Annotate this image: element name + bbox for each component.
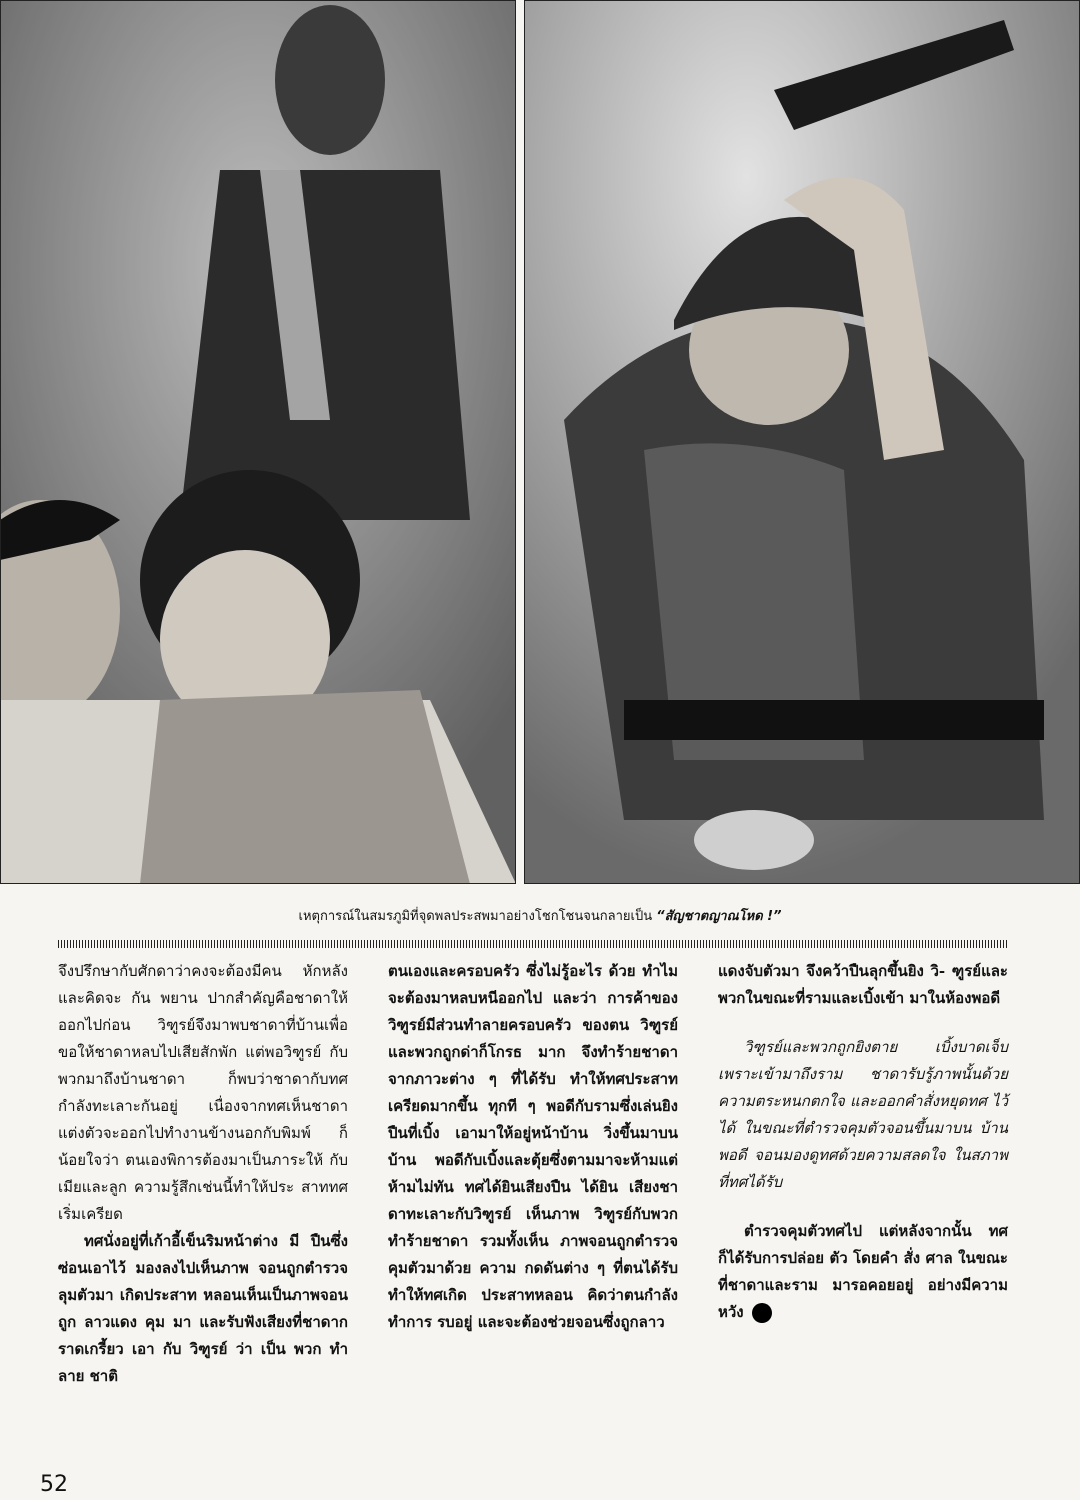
article-column-2 (388, 958, 678, 1336)
end-bullet-icon (752, 1303, 772, 1323)
paragraph: ตนเองและครอบครัว ซึ่งไม่รู้อะไร ด้วย ทำไมจะต้องมาหลบหนีออกไป และว่า การค้าของวิฑูรย์มีส่วนทำลายครอบครัว ของตน วิฑูรย์และพวกถูกด่าก็โกรธ มาก จึงทำร้ายชาดา จากภาวะต่าง ๆ ที่ได้รับ ทำให้ทศประสาทเครียดมากขึ้น ทุกที ๆ พอดีกับรามซึ่งเล่นยิงปืนที่เบิ้ง เอามาให้อยู่หน้าบ้าน วิ่งขึ้นมาบนบ้าน พอดีกับเบิ้งและตุ้ยซึ่งตามมาจะห้ามแต่ ห้ามไม่ทัน ทศได้ยินเสียงปืน ได้ยิน เสียงชาดาทะเลาะกับวิฑูรย์ เห็นภาพ วิฑูรย์กับพวกทำร้ายชาดา รวมทั้งเห็น ภาพจอนถูกตำรวจคุมตัวมาด้วย ความ กดดันต่าง ๆ ที่ตนได้รับทำให้ทศเกิด ประสาทหลอน คิดว่าตนกำลังทำการ รบอยู่ และจะต้องช่วยจอนซึ่งถูกลาว (388, 962, 678, 1331)
photo-left-soldiers-seated (0, 0, 516, 884)
paragraph: ทศนั่งอยู่ที่เก้าอี้เข็นริมหน้าต่าง มี ปืนซึ่งซ่อนเอาไว้ มองลงไปเห็นภาพ จอนถูกตำรวจลุมตัวมา เกิดประสาท หลอนเห็นเป็นภาพจอนถูก ลาวแดง คุม มา และรับฟังเสียงที่ชาดากราดเกรี้ยว เอา กับ วิฑูรย์ ว่า เป็น พวก ทำ ลาย ชาติ (58, 1232, 348, 1385)
photo-caption (0, 905, 1080, 926)
paragraph: แดงจับตัวมา จึงคว้าปืนลุกขึ้นยิง วิ- ฑูรย์และพวกในขณะที่รามและเบิ้งเข้า มาในห้องพอดี (718, 962, 1008, 1007)
paragraph: จึงปรึกษากับศักดาว่าคงจะต้องมีคน หักหลัง และคิดจะ กัน พยาน ปากสำคัญคือชาดาให้ ออกไปก่อน วิฑูรย์จึงมาพบชาดาที่บ้านเพื่อ ขอให้ชาดาหลบไปเสียสักพัก แต่พอวิฑูรย์ กับพวกมาถึงบ้านชาดา ก็พบว่าชาดากับทศ กำลังทะเลาะกันอยู่ เนื่องจากทศเห็นชาดา แต่งตัวจะออกไปทำงานข้างนอกกับพิมพ์ ก็ น้อยใจว่า ตนเองพิการต้องมาเป็นภาระให้ กับเมียและลูก ความรู้สึกเช่นนี้ทำให้ประ สาททศเริ่มเครียด (58, 962, 348, 1223)
dotted-rule (58, 940, 1008, 948)
article-column-1 (58, 958, 348, 1390)
paragraph-final-text: ตำรวจคุมตัวทศไป แต่หลังจากนั้น ทศก็ได้รับการปล่อย ตัว โดยคำ สั่ง ศาล ในขณะที่ชาดาและราม มารอคอยอยู่ อย่างมีความหวัง (718, 1222, 1008, 1321)
paragraph-final (718, 1218, 1008, 1326)
page-number: 52 (40, 1472, 68, 1497)
photo-right-image (524, 0, 1080, 884)
photo-right-soldier-helmet (524, 0, 1080, 884)
paragraph: วิฑูรย์และพวกถูกยิงตาย เบิ้งบาดเจ็บ เพราะเข้ามาถึงราม ชาดารับรู้ภาพนั้นด้วย ความตระหนกตกใจ และออกคำสั่งหยุดทศ ไว้ได้ ในขณะที่ตำรวจคุมตัวจอนขึ้นมาบน บ้านพอดี จอนมองดูทศด้วยความสลดใจ ในสภาพที่ทศได้รับ (718, 1038, 1008, 1191)
photo-left-image (0, 0, 516, 884)
article-column-3 (718, 958, 1008, 1326)
caption-text: เหตุการณ์ในสมรภูมิที่จุดพลประสพมาอย่างโชกโชนจนกลายเป็น (298, 909, 653, 924)
caption-emphasis: “สัญชาตญาณโหด !” (656, 909, 782, 924)
